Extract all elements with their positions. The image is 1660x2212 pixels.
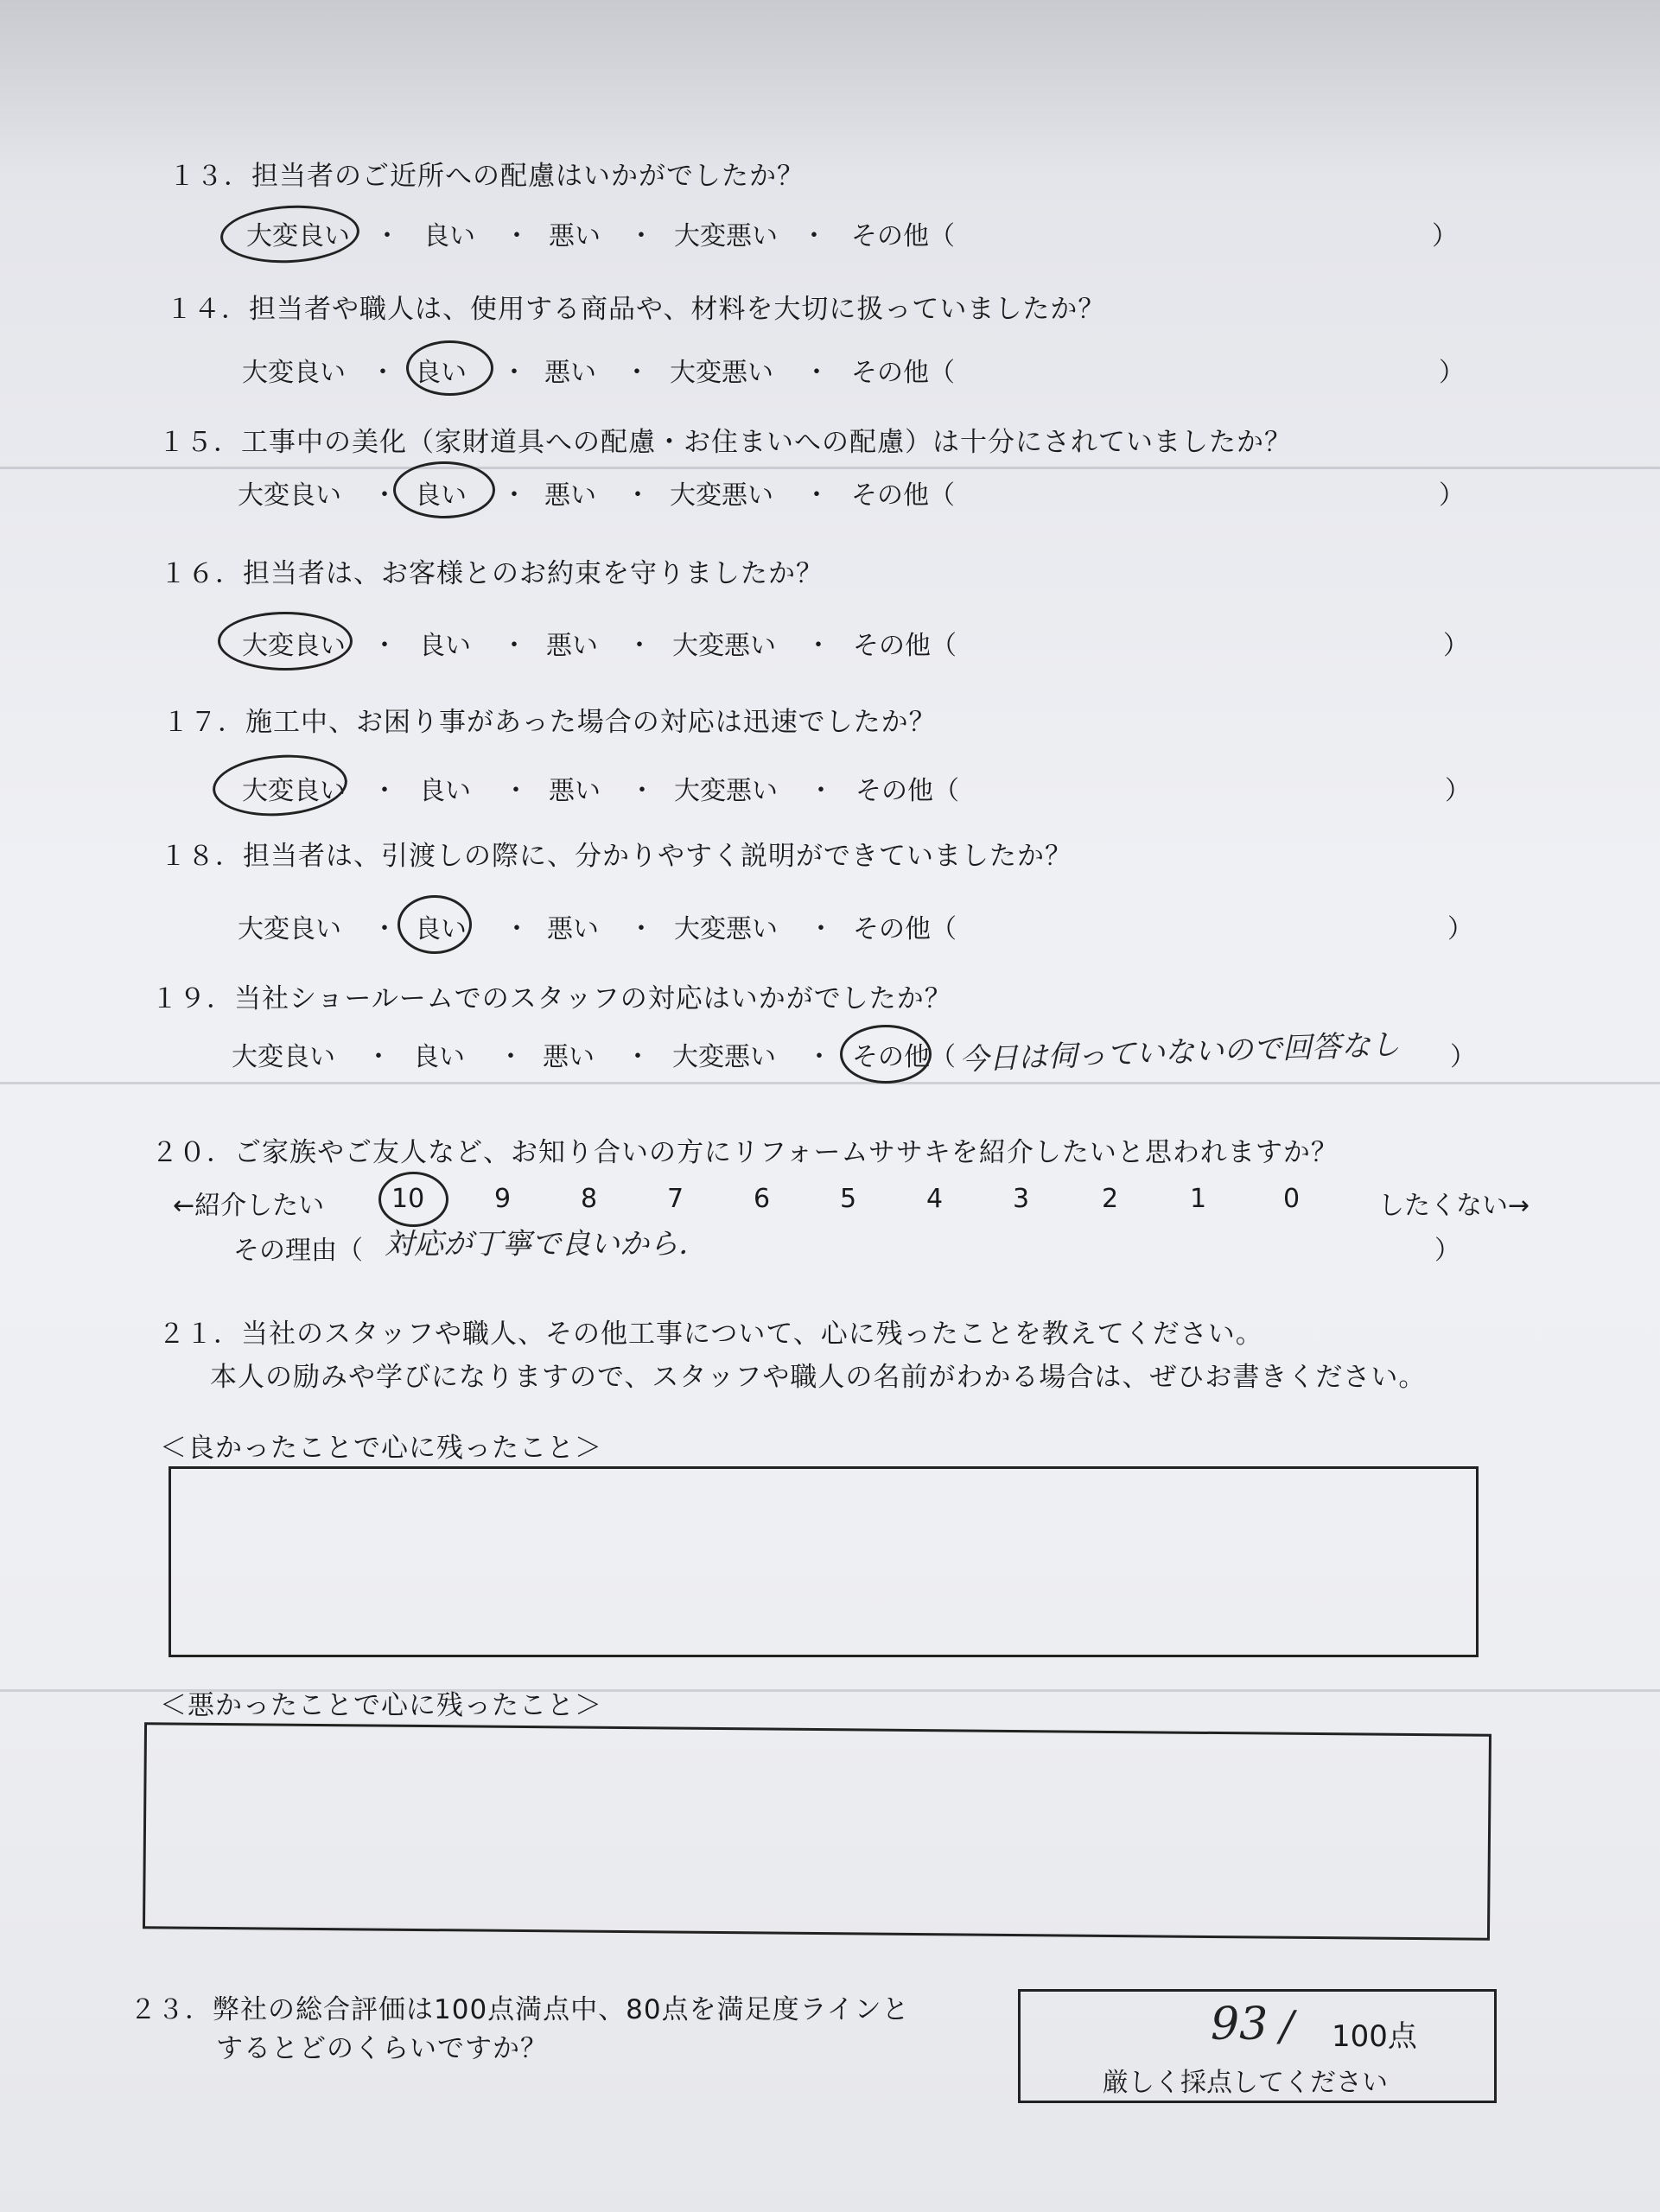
score-slash: / xyxy=(1280,2002,1294,2050)
option-sep: ・ xyxy=(503,776,529,806)
scale-option[interactable]: 9 xyxy=(494,1184,512,1214)
reason-close: ） xyxy=(1434,1236,1460,1266)
question-21: ２１．当社のスタッフや職人、その他工事について、心に残ったことを教えてください。 xyxy=(158,1319,1263,1350)
option-other-close: ） xyxy=(1432,221,1458,251)
paper-fold xyxy=(0,467,1660,469)
option-bad[interactable]: 悪い xyxy=(544,358,596,388)
option-sep: ・ xyxy=(626,631,652,661)
option-sep: ・ xyxy=(372,480,398,511)
question-23-line2: するとどのくらいですか？ xyxy=(216,2033,548,2064)
good-memory-label: ＜良かったことで心に残ったこと＞ xyxy=(160,1433,602,1464)
answer-row-15 xyxy=(238,474,1465,511)
option-bad[interactable]: 悪い xyxy=(544,480,596,511)
handwritten-other-answer: 今日は伺っていないので回答なし xyxy=(958,1027,1401,1077)
scale-left-label: ←紹介したい xyxy=(173,1191,325,1221)
answer-row-18 xyxy=(238,907,1473,944)
question-15: １５．工事中の美化（家財道具への配慮・お住まいへの配慮）は十分にされていましたか？ xyxy=(158,427,1292,458)
option-sep: ・ xyxy=(372,631,398,661)
option-very-good[interactable]: 大変良い xyxy=(242,631,346,661)
option-other-close: ） xyxy=(1447,914,1473,944)
option-sep: ・ xyxy=(806,1042,832,1072)
option-sep: ・ xyxy=(372,914,398,944)
option-sep: ・ xyxy=(628,221,654,251)
option-other[interactable]: その他（ xyxy=(851,221,955,251)
score-note: 厳しく採点してください xyxy=(1103,2068,1388,2098)
scale-option[interactable]: 7 xyxy=(667,1184,684,1214)
scale-option[interactable]: 0 xyxy=(1283,1184,1301,1214)
bad-memory-label: ＜悪かったことで心に残ったこと＞ xyxy=(160,1690,602,1721)
scale-option[interactable]: 3 xyxy=(1013,1184,1030,1214)
option-other[interactable]: その他（ xyxy=(851,480,955,511)
option-very-good[interactable]: 大変良い xyxy=(232,1042,335,1072)
option-other[interactable]: その他（ xyxy=(855,776,959,806)
option-good[interactable]: 良い xyxy=(415,358,467,388)
bad-memory-box[interactable] xyxy=(143,1722,1491,1941)
option-very-good[interactable]: 大変良い xyxy=(242,358,346,388)
option-bad[interactable]: 悪い xyxy=(546,631,598,661)
scale-option[interactable]: 4 xyxy=(926,1184,944,1214)
option-very-bad[interactable]: 大変悪い xyxy=(672,631,776,661)
option-sep: ・ xyxy=(625,480,651,511)
option-sep: ・ xyxy=(374,221,400,251)
question-17: １７．施工中、お困り事があった場合の対応は迅速でしたか？ xyxy=(162,707,937,738)
good-memory-box[interactable] xyxy=(169,1466,1479,1657)
option-sep: ・ xyxy=(504,914,530,944)
option-sep: ・ xyxy=(366,1042,391,1072)
option-good[interactable]: 良い xyxy=(415,480,467,511)
option-sep: ・ xyxy=(504,221,530,251)
reason-label: その理由（ xyxy=(233,1236,363,1266)
handwritten-score: 93 xyxy=(1211,1999,1269,2050)
scale-option[interactable]: 6 xyxy=(754,1184,771,1214)
option-sep: ・ xyxy=(501,480,527,511)
paper-fold xyxy=(0,1082,1660,1084)
option-other[interactable]: その他（ xyxy=(851,358,955,388)
handwritten-reason: 対応が丁寧で良いから． xyxy=(385,1227,708,1262)
score-max: 100点 xyxy=(1332,2019,1417,2054)
option-very-good[interactable]: 大変良い xyxy=(238,914,341,944)
answer-row-14 xyxy=(242,351,1465,388)
score-box[interactable] xyxy=(1018,1989,1497,2103)
option-sep: ・ xyxy=(805,631,831,661)
option-other[interactable]: その他（ xyxy=(852,1042,956,1072)
option-sep: ・ xyxy=(372,776,398,806)
option-bad[interactable]: 悪い xyxy=(549,776,601,806)
option-other-close: ） xyxy=(1443,631,1469,661)
scale-right-label: したくない→ xyxy=(1378,1191,1530,1221)
option-very-good[interactable]: 大変良い xyxy=(246,221,350,251)
option-other-close: ） xyxy=(1439,480,1465,511)
option-sep: ・ xyxy=(808,914,834,944)
option-sep: ・ xyxy=(628,914,654,944)
option-bad[interactable]: 悪い xyxy=(549,221,601,251)
option-sep: ・ xyxy=(801,221,827,251)
option-other-close: ） xyxy=(1450,1042,1476,1072)
question-20: ２０．ご家族やご友人など、お知り合いの方にリフォームササキを紹介したいと思われますか？ xyxy=(151,1137,1339,1168)
scale-option[interactable]: 8 xyxy=(581,1184,598,1214)
option-other-close: ） xyxy=(1445,776,1471,806)
option-sep: ・ xyxy=(370,358,396,388)
option-very-bad[interactable]: 大変悪い xyxy=(670,358,773,388)
option-very-bad[interactable]: 大変悪い xyxy=(674,776,778,806)
option-other-close: ） xyxy=(1439,358,1465,388)
answer-row-17 xyxy=(242,769,1471,806)
option-good[interactable]: 良い xyxy=(419,631,471,661)
scale-option[interactable]: 10 xyxy=(391,1184,425,1214)
question-19: １９．当社ショールームでのスタッフの対応はいかがでしたか？ xyxy=(151,983,952,1014)
option-very-bad[interactable]: 大変悪い xyxy=(674,914,778,944)
question-23: ２３．弊社の総合評価は100点満点中、80点を満足度ラインと xyxy=(130,1994,910,2025)
option-good[interactable]: 良い xyxy=(413,1042,465,1072)
option-sep: ・ xyxy=(804,480,830,511)
option-sep: ・ xyxy=(808,776,834,806)
option-very-good[interactable]: 大変良い xyxy=(242,776,346,806)
question-21-note: 本人の励みや学びになりますので、スタッフや職人の名前がわかる場合は、ぜひお書きください。 xyxy=(210,1362,1427,1393)
option-sep: ・ xyxy=(804,358,830,388)
option-sep: ・ xyxy=(498,1042,524,1072)
option-sep: ・ xyxy=(624,358,650,388)
option-sep: ・ xyxy=(501,358,527,388)
option-very-bad[interactable]: 大変悪い xyxy=(670,480,773,511)
scale-option[interactable]: 5 xyxy=(840,1184,857,1214)
option-sep: ・ xyxy=(501,631,527,661)
option-very-bad[interactable]: 大変悪い xyxy=(674,221,778,251)
recommend-scale xyxy=(173,1184,1538,1221)
scale-option[interactable]: 2 xyxy=(1102,1184,1119,1214)
question-18: １８．担当者は、引渡しの際に、分かりやすく説明ができていましたか？ xyxy=(160,841,1072,872)
option-sep: ・ xyxy=(625,1042,651,1072)
option-very-bad[interactable]: 大変悪い xyxy=(672,1042,776,1072)
option-other[interactable]: その他（ xyxy=(853,914,957,944)
answer-row-16 xyxy=(242,624,1469,661)
option-sep: ・ xyxy=(629,776,655,806)
option-good[interactable]: 良い xyxy=(423,221,475,251)
option-other[interactable]: その他（ xyxy=(853,631,957,661)
option-good[interactable]: 良い xyxy=(419,776,471,806)
option-very-good[interactable]: 大変良い xyxy=(238,480,341,511)
question-13: １３．担当者のご近所への配慮はいかがでしたか？ xyxy=(169,161,805,192)
scale-option[interactable]: 1 xyxy=(1190,1184,1207,1214)
question-14: １４．担当者や職人は、使用する商品や、材料を大切に扱っていましたか？ xyxy=(166,294,1106,325)
option-good[interactable]: 良い xyxy=(415,914,467,944)
option-bad[interactable]: 悪い xyxy=(543,1042,595,1072)
question-16: １６．担当者は、お客様とのお約束を守りましたか？ xyxy=(160,558,824,589)
answer-row-13 xyxy=(246,214,1456,249)
option-bad[interactable]: 悪い xyxy=(547,914,599,944)
